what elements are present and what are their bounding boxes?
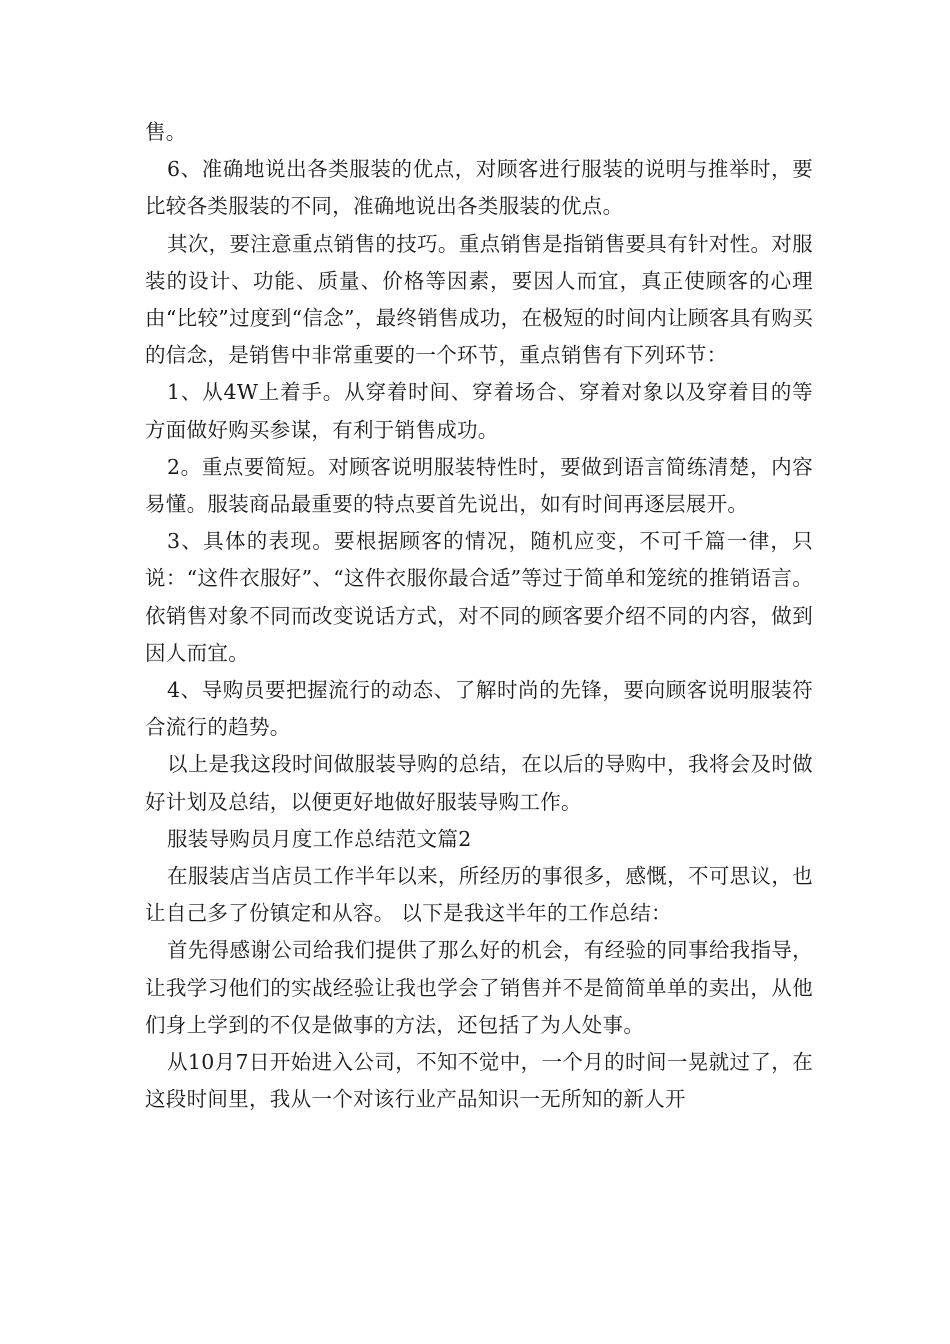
paragraph-9: 在服装店当店员工作半年以来，所经历的事很多，感慨，不可思议，也让自己多了份镇定和从容。 以下是我这半年的工作总结： — [145, 864, 813, 926]
paragraph-11: 从10月7日开始进入公司，不知不觉中，一个月的时间一晃就过了，在这段时间里，我从一个对该行业产品知识一无所知的新人开 — [145, 1050, 813, 1112]
paragraph-2: 6、准确地说出各类服装的优点，对顾客进行服装的说明与推举时，要比较各类服装的不同，准确地说出各类服装的优点。 — [145, 157, 813, 219]
paragraph-4: 1、从4W上着手。从穿着时间、穿着场合、穿着对象以及穿着目的等方面做好购买参谋，有利于销售成功。 — [145, 380, 813, 442]
section-heading: 服装导购员月度工作总结范文篇2 — [167, 826, 472, 851]
paragraph-1: 售。 — [145, 120, 187, 144]
paragraph-6: 3、具体的表现。要根据顾客的情况，随机应变，不可千篇一律，只说：“这件衣服好”、“这件衣服你最合适”等过于简单和笼统的推销语言。依销售对象不同而改变说话方式，对不同的顾客要介绍不同的内容，做到因人而宜。 — [145, 529, 813, 665]
document-page — [145, 114, 813, 1118]
paragraph-5: 2。重点要简短。对顾客说明服装特性时，要做到语言简练清楚，内容易懂。服装商品最重要的特点要首先说出，如有时间再逐层展开。 — [145, 454, 813, 517]
paragraph-8: 以上是我这段时间做服装导购的总结，在以后的导购中，我将会及时做好计划及总结，以便更好地做好服装导购工作。 — [145, 752, 813, 814]
paragraph-3: 其次，要注意重点销售的技巧。重点销售是指销售要具有针对性。对服装的设计、功能、质量、价格等因素，要因人而宜，真正使顾客的心理由“比较”过度到“信念”，最终销售成功，在极短的时间内让顾客具有购买的信念，是销售中非常重要的一个环节，重点销售有下列环节： — [145, 231, 813, 368]
paragraph-10: 首先得感谢公司给我们提供了那么好的机会，有经验的同事给我指导，让我学习他们的实战经验让我也学会了销售并不是简简单单的卖出，从他们身上学到的不仅是做事的方法，还包括了为人处事。 — [145, 938, 813, 1037]
paragraph-7: 4、导购员要把握流行的动态、了解时尚的先锋，要向顾客说明服装符合流行的趋势。 — [145, 678, 813, 740]
